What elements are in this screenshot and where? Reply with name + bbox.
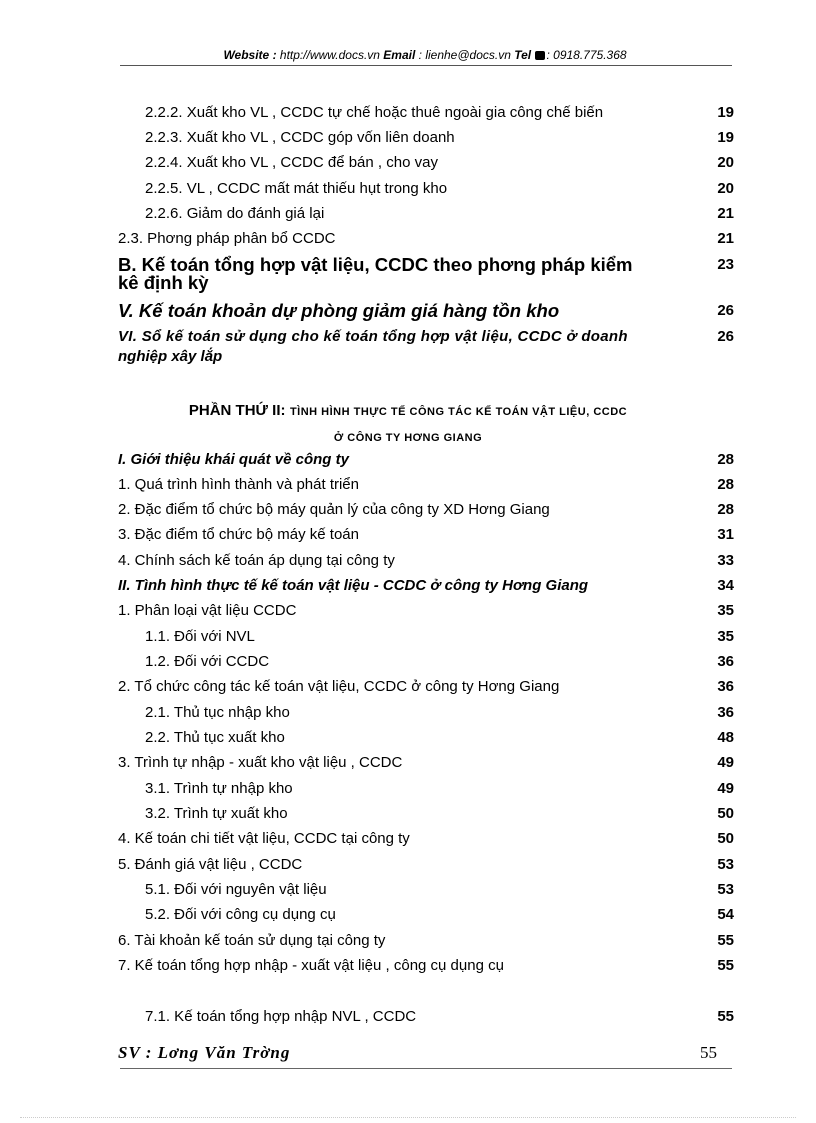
toc-entry: [0, 179, 816, 203]
toc-entry-page: 26: [717, 302, 734, 319]
page-header: [120, 48, 730, 62]
toc-entry-text: 2.2.5. VL , CCDC mất mát thiếu hụt trong kho: [145, 180, 448, 197]
toc-entry-page: 35: [717, 602, 734, 619]
part-heading-sub2: Ở CÔNG TY HƠNG GIANG: [333, 432, 483, 444]
toc-entry-page: 50: [717, 830, 734, 847]
toc-entry-text: 3. Đặc điểm tổ chức bộ máy kế toán: [118, 526, 359, 543]
toc-entry-page: 28: [717, 476, 734, 493]
toc-entry-page: 53: [717, 856, 734, 873]
toc-entry: [0, 576, 816, 600]
toc-entry-text: 4. Chính sách kế toán áp dụng tại công ty: [118, 552, 395, 569]
header-divider: [120, 65, 732, 66]
toc-entry: [0, 500, 816, 524]
toc-entry-page: 28: [717, 501, 734, 518]
toc-entry-page: 19: [717, 104, 734, 121]
toc-entry-text: 5. Đánh giá vật liệu , CCDC: [118, 856, 303, 873]
toc-entry: [0, 905, 816, 929]
part-heading-sub: TÌNH HÌNH THỰC TẾ CÔNG TÁC KẾ TOÁN VẬT LIỆU, CCDC: [289, 406, 628, 418]
toc-entry-page: 36: [717, 653, 734, 670]
toc-entry: [0, 153, 816, 177]
toc-entry-page: 55: [717, 1008, 734, 1025]
toc-entry: [0, 804, 816, 828]
toc-entry-page: 31: [717, 526, 734, 543]
toc-entry: [0, 931, 816, 955]
toc-entry: [0, 204, 816, 228]
toc-entry-text: I. Giới thiệu khái quát về công ty: [118, 451, 349, 468]
toc-entry-page: 34: [717, 577, 734, 594]
page-bottom-border: [20, 1117, 796, 1118]
toc-entry-text: B. Kế toán tổng hợp vật liệu, CCDC theo phơng pháp kiểm: [118, 254, 633, 275]
toc-entry-page: 35: [717, 628, 734, 645]
toc-entry: [0, 677, 816, 701]
toc-entry-page: 26: [717, 328, 734, 345]
toc-entry: [0, 829, 816, 853]
part-heading: [0, 402, 816, 420]
toc-entry-text: 1. Quá trình hình thành và phát triển: [118, 476, 359, 493]
toc-entry-page: 21: [717, 205, 734, 222]
toc-entry-text: II. Tình hình thực tế kế toán vật liệu - CCDC ở công ty Hơng Giang: [118, 577, 589, 594]
toc-entry: [0, 525, 816, 549]
toc-entry-text-cont: kê định kỳ: [118, 272, 209, 293]
toc-entry: [0, 1007, 816, 1031]
toc-entry: [0, 728, 816, 752]
toc-entry-text: 2.2.6. Giảm do đánh giá lại: [145, 205, 325, 222]
toc-entry: [0, 956, 816, 980]
toc-entry-text: 1.1. Đối với NVL: [145, 628, 255, 645]
toc-entry: [0, 753, 816, 777]
toc-entry-text: 1.2. Đối với CCDC: [145, 653, 270, 670]
toc-entry-page: 20: [717, 180, 734, 197]
toc-entry: [0, 475, 816, 499]
website-label: Website :: [223, 48, 277, 62]
toc-entry-page: 49: [717, 780, 734, 797]
toc-entry-text: 7. Kế toán tổng hợp nhập - xuất vật liệu , công cụ dụng cụ: [118, 957, 504, 974]
toc-entry-text: VI. Sổ kế toán sử dụng cho kế toán tổng hợp vật liệu, CCDC ở doanh: [118, 328, 628, 345]
toc-entry-text-cont: nghiệp xây lắp: [118, 348, 223, 365]
part-heading-main: PHẦN THỨ II:: [188, 402, 286, 419]
toc-entry-text: 2.2.3. Xuất kho VL , CCDC góp vốn liên doanh: [145, 129, 455, 146]
toc-entry: [0, 229, 816, 253]
toc-entry-text: 5.2. Đối với công cụ dụng cụ: [145, 906, 336, 923]
toc-heading-vi: [0, 327, 816, 371]
website-value: http://www.docs.vn: [279, 48, 380, 62]
footer-author: SV : Lơng Văn Trờng: [118, 1043, 291, 1062]
toc-entry: [0, 652, 816, 676]
toc-entry-text: 3.1. Trình tự nhập kho: [145, 780, 293, 797]
toc-entry-page: 53: [717, 881, 734, 898]
toc-entry-text: 6. Tài khoản kế toán sử dụng tại công ty: [118, 932, 386, 949]
toc-entry: [0, 103, 816, 127]
toc-entry-page: 55: [717, 932, 734, 949]
toc-entry-page: 49: [717, 754, 734, 771]
toc-entry-page: 23: [717, 256, 734, 273]
tel-label: Tel: [514, 48, 532, 62]
toc-entry-text: 2.3. Phơng pháp phân bổ CCDC: [118, 230, 336, 247]
toc-entry-page: 48: [717, 729, 734, 746]
toc-entry-text: 1. Phân loại vật liệu CCDC: [118, 602, 297, 619]
toc-entry-page: 33: [717, 552, 734, 569]
toc-entry-text: V. Kế toán khoản dự phòng giảm giá hàng tồn kho: [118, 300, 560, 321]
toc-heading-v: [0, 301, 816, 325]
toc-entry-text: 2. Đặc điểm tổ chức bộ máy quản lý của công ty XD Hơng Giang: [118, 501, 550, 518]
toc-entry: [0, 128, 816, 152]
toc-entry: [0, 779, 816, 803]
toc-entry-text: 5.1. Đối với nguyên vật liệu: [145, 881, 327, 898]
toc-entry-text: 7.1. Kế toán tổng hợp nhập NVL , CCDC: [145, 1008, 417, 1025]
toc-entry-page: 54: [717, 906, 734, 923]
toc-heading-b: [0, 255, 816, 295]
tel-value: : 0918.775.368: [546, 48, 627, 62]
toc-entry-text: 2. Tổ chức công tác kế toán vật liệu, CCDC ở công ty Hơng Giang: [118, 678, 560, 695]
toc-entry-text: 2.2. Thủ tục xuất kho: [145, 729, 285, 746]
toc-entry: [0, 627, 816, 651]
toc-entry-page: 20: [717, 154, 734, 171]
toc-entry-text: 2.2.2. Xuất kho VL , CCDC tự chế hoặc thuê ngoài gia công chế biến: [145, 104, 604, 121]
toc-entry: [0, 880, 816, 904]
toc-entry: [0, 551, 816, 575]
toc-entry-text: 2.1. Thủ tục nhập kho: [145, 704, 290, 721]
toc-entry-page: 19: [717, 129, 734, 146]
toc-entry-page: 36: [717, 704, 734, 721]
footer-page-number: 55: [700, 1043, 717, 1062]
footer-divider: [120, 1068, 732, 1069]
toc-entry-text: 2.2.4. Xuất kho VL , CCDC để bán , cho vay: [145, 154, 438, 171]
toc-entry-text: 4. Kế toán chi tiết vật liệu, CCDC tại công ty: [118, 830, 410, 847]
toc-entry-text: 3.2. Trình tự xuất kho: [145, 805, 288, 822]
toc-entry: [0, 601, 816, 625]
toc-entry-page: 21: [717, 230, 734, 247]
email-value: : lienhe@docs.vn: [418, 48, 511, 62]
toc-entry: [0, 450, 816, 474]
toc-entry-page: 36: [717, 678, 734, 695]
toc-entry-text: 3. Trình tự nhập - xuất kho vật liệu , CCDC: [118, 754, 403, 771]
email-label: Email: [383, 48, 416, 62]
toc-entry: [0, 703, 816, 727]
toc-entry-page: 50: [717, 805, 734, 822]
part-heading-line2: [0, 428, 816, 446]
phone-icon: [535, 51, 545, 60]
toc-entry-page: 28: [717, 451, 734, 468]
toc-entry-page: 55: [717, 957, 734, 974]
toc-entry: [0, 855, 816, 879]
